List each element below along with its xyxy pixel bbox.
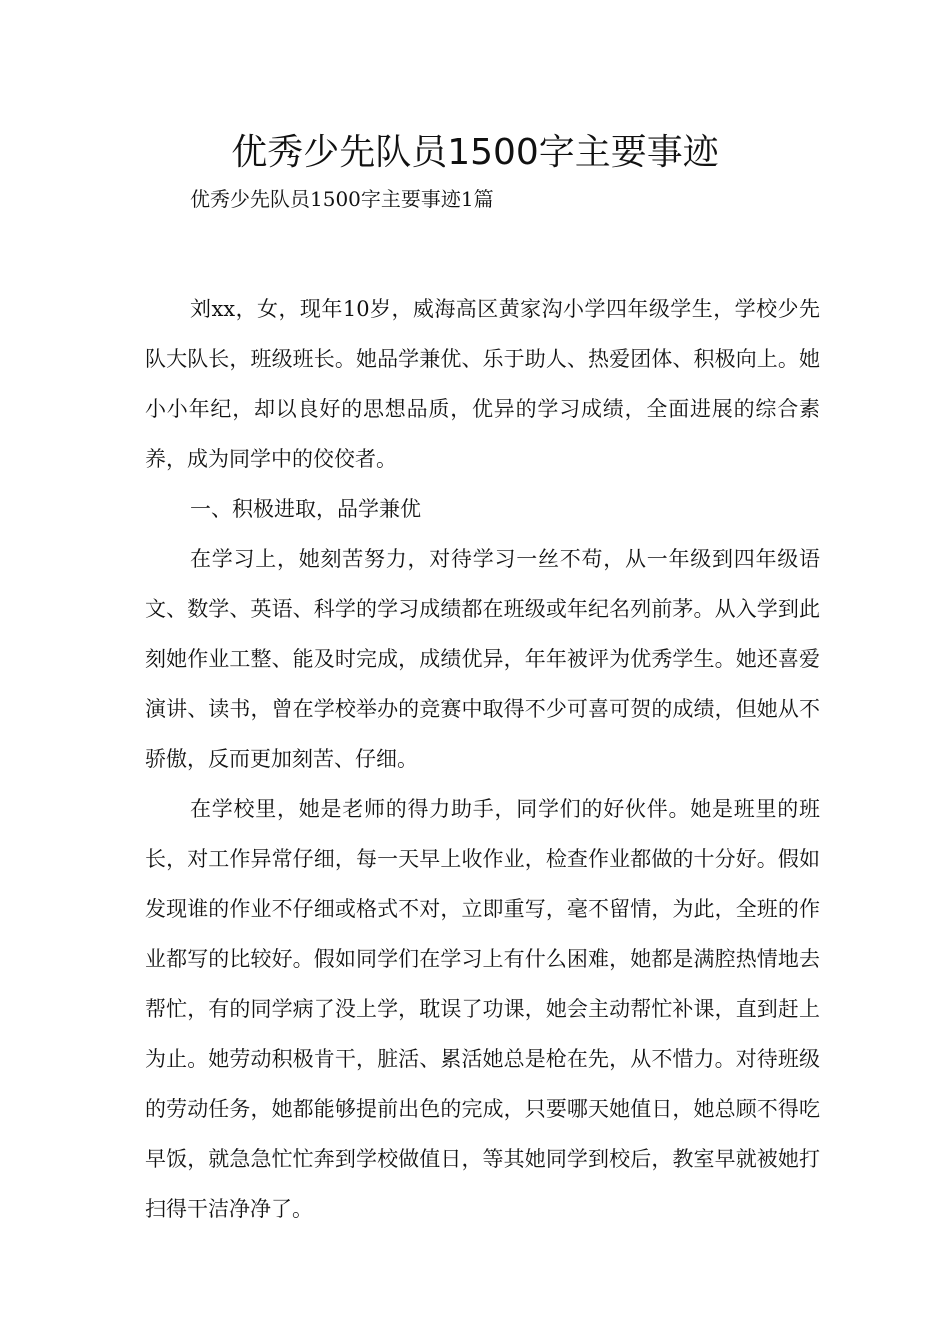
section-heading: 一、积极进取，品学兼优 [190, 497, 421, 521]
paragraph-school: 在学校里，她是老师的得力助手，同学们的好伙伴。她是班里的班长，对工作异常仔细，每一天早上收作业，检查作业都做的十分好。假如发现谁的作业不仔细或格式不对，立即重写，毫不留情，为此，全班的作业都写的比较好。假如同学们在学习上有什么困难，她都是满腔热情地去帮忙，有的同学病了没上学，耽误了功课，她会主动帮忙补课，直到赶上为止。她劳动积极肯干，脏活、累活她总是枪在先，从不惜力。对待班级的劳动任务，她都能够提前出色的完成，只要哪天她值日，她总顾不得吃早饭，就急急忙忙奔到学校做值日，等其她同学到校后，教室早就被她打扫得干洁净净了。 [145, 797, 820, 1221]
paragraph-study: 在学习上，她刻苦努力，对待学习一丝不苟，从一年级到四年级语文、数学、英语、科学的学习成绩都在班级或年纪名列前茅。从入学到此刻她作业工整、能及时完成，成绩优异，年年被评为优秀学生。她还喜爱演讲、读书，曾在学校举办的竞赛中取得不少可喜可贺的成绩，但她从不骄傲，反而更加刻苦、仔细。 [145, 547, 820, 771]
document-title: 优秀少先队员1500字主要事迹 [231, 132, 719, 173]
paragraph-intro: 刘xx，女，现年10岁，威海高区黄家沟小学四年级学生，学校少先队大队长，班级班长。她品学兼优、乐于助人、热爱团体、积极向上。她小小年纪，却以良好的思想品质，优异的学习成绩，全面进展的综合素养，成为同学中的佼佼者。 [145, 297, 820, 471]
document-body [145, 284, 820, 1234]
document-subtitle: 优秀少先队员1500字主要事迹1篇 [190, 187, 494, 211]
